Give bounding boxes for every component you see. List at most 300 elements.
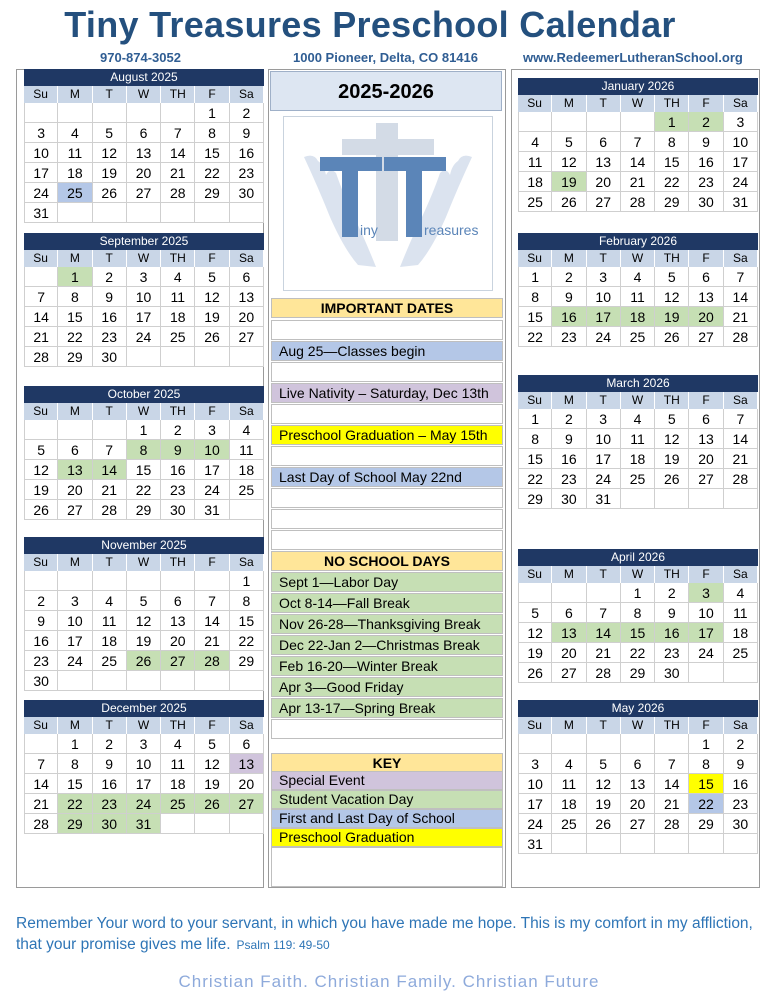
- month-title: March 2026: [518, 375, 758, 392]
- day-cell: 29: [58, 814, 92, 834]
- day-cell: 5: [655, 267, 689, 287]
- month-december-2025: [24, 700, 264, 834]
- weekday-label: Su: [518, 566, 552, 583]
- weekday-label: Su: [24, 250, 58, 267]
- day-cell: 4: [724, 583, 758, 603]
- day-cell: 30: [24, 671, 58, 691]
- svg-text:reasures: reasures: [424, 222, 479, 238]
- no-school-item: Sept 1—Labor Day: [271, 572, 503, 592]
- day-cell: 2: [552, 267, 586, 287]
- page-title: Tiny Treasures Preschool Calendar: [64, 4, 676, 45]
- day-cell: 8: [655, 132, 689, 152]
- important-date-item: Aug 25—Classes begin: [271, 341, 503, 361]
- day-cell: 7: [24, 754, 58, 774]
- day-cell: 18: [621, 449, 655, 469]
- day-cell: 22: [195, 163, 229, 183]
- day-cell: 3: [127, 734, 161, 754]
- day-cell: 15: [689, 774, 723, 794]
- weekday-label: TH: [655, 95, 689, 112]
- day-cell: 19: [127, 631, 161, 651]
- weekday-label: M: [552, 566, 586, 583]
- weekday-label: T: [587, 95, 621, 112]
- day-cell: 27: [58, 500, 92, 520]
- day-cell: 16: [689, 152, 723, 172]
- day-cell: 7: [724, 409, 758, 429]
- day-cell: 19: [195, 307, 229, 327]
- day-cell: 28: [24, 347, 58, 367]
- day-cell: 9: [724, 754, 758, 774]
- empty-day-cell: [621, 734, 655, 754]
- day-cell: 11: [518, 152, 552, 172]
- day-cell: 30: [161, 500, 195, 520]
- weekday-label: TH: [161, 250, 195, 267]
- day-cell: 12: [195, 754, 229, 774]
- day-cell: 27: [230, 327, 264, 347]
- month-october-2025: [24, 386, 264, 520]
- day-cell: 13: [230, 754, 264, 774]
- important-dates-blank-row: [271, 488, 503, 508]
- empty-day-cell: [689, 834, 723, 854]
- weekday-label: W: [621, 95, 655, 112]
- day-cell: 24: [195, 480, 229, 500]
- day-grid: [24, 734, 264, 834]
- weekday-label: TH: [655, 392, 689, 409]
- day-cell: 13: [689, 287, 723, 307]
- day-cell: 12: [552, 152, 586, 172]
- day-cell: 22: [230, 631, 264, 651]
- day-cell: 31: [127, 814, 161, 834]
- website-link[interactable]: www.RedeemerLutheranSchool.org: [523, 50, 743, 65]
- day-cell: 23: [93, 794, 127, 814]
- day-cell: 4: [161, 267, 195, 287]
- day-cell: 14: [724, 429, 758, 449]
- day-cell: 31: [587, 489, 621, 509]
- day-cell: 2: [230, 103, 264, 123]
- weekday-header-row: [24, 717, 264, 734]
- day-cell: 7: [24, 287, 58, 307]
- day-cell: 16: [552, 307, 586, 327]
- weekday-label: Su: [518, 392, 552, 409]
- empty-day-cell: [655, 834, 689, 854]
- day-cell: 26: [655, 327, 689, 347]
- empty-day-cell: [127, 571, 161, 591]
- empty-day-cell: [587, 112, 621, 132]
- weekday-label: Su: [518, 250, 552, 267]
- day-cell: 14: [195, 611, 229, 631]
- day-cell: 9: [655, 603, 689, 623]
- day-cell: 8: [518, 429, 552, 449]
- day-cell: 30: [655, 663, 689, 683]
- day-cell: 7: [93, 440, 127, 460]
- day-cell: 14: [161, 143, 195, 163]
- empty-day-cell: [93, 671, 127, 691]
- day-cell: 26: [127, 651, 161, 671]
- verse-reference: Psalm 119: 49-50: [236, 938, 330, 952]
- day-cell: 10: [587, 287, 621, 307]
- day-cell: 7: [161, 123, 195, 143]
- day-grid: [24, 571, 264, 691]
- day-cell: 1: [518, 267, 552, 287]
- day-cell: 10: [127, 754, 161, 774]
- empty-day-cell: [724, 834, 758, 854]
- weekday-label: M: [552, 95, 586, 112]
- day-cell: 5: [655, 409, 689, 429]
- day-cell: 14: [587, 623, 621, 643]
- day-cell: 26: [195, 794, 229, 814]
- day-cell: 23: [24, 651, 58, 671]
- empty-day-cell: [552, 834, 586, 854]
- day-cell: 27: [127, 183, 161, 203]
- day-cell: 6: [230, 734, 264, 754]
- day-cell: 18: [230, 460, 264, 480]
- day-cell: 29: [195, 183, 229, 203]
- weekday-label: T: [587, 250, 621, 267]
- day-cell: 3: [195, 420, 229, 440]
- day-cell: 19: [552, 172, 586, 192]
- day-cell: 7: [587, 603, 621, 623]
- weekday-label: Su: [24, 86, 58, 103]
- empty-day-cell: [161, 347, 195, 367]
- empty-day-cell: [587, 583, 621, 603]
- empty-day-cell: [518, 583, 552, 603]
- day-cell: 22: [127, 480, 161, 500]
- weekday-label: M: [552, 250, 586, 267]
- weekday-header-row: [518, 250, 758, 267]
- weekday-label: F: [195, 403, 229, 420]
- important-date-item: Last Day of School May 22nd: [271, 467, 503, 487]
- weekday-label: TH: [655, 566, 689, 583]
- day-cell: 17: [587, 449, 621, 469]
- empty-day-cell: [161, 814, 195, 834]
- weekday-label: Sa: [230, 86, 264, 103]
- day-cell: 19: [655, 449, 689, 469]
- day-cell: 3: [689, 583, 723, 603]
- day-cell: 23: [230, 163, 264, 183]
- month-may-2026: [518, 700, 758, 854]
- weekday-label: Su: [24, 554, 58, 571]
- day-cell: 23: [655, 643, 689, 663]
- day-cell: 30: [552, 489, 586, 509]
- day-cell: 22: [58, 327, 92, 347]
- day-cell: 17: [689, 623, 723, 643]
- day-grid: [24, 103, 264, 223]
- day-cell: 2: [552, 409, 586, 429]
- empty-day-cell: [127, 103, 161, 123]
- empty-day-cell: [552, 112, 586, 132]
- school-tagline: Christian Faith. Christian Family. Christian Future: [178, 972, 600, 991]
- day-cell: 24: [127, 327, 161, 347]
- weekday-header-row: [24, 403, 264, 420]
- empty-day-cell: [552, 583, 586, 603]
- no-school-item: Dec 22-Jan 2—Christmas Break: [271, 635, 503, 655]
- empty-day-cell: [552, 734, 586, 754]
- empty-day-cell: [24, 103, 58, 123]
- empty-day-cell: [518, 112, 552, 132]
- no-school-item: Oct 8-14—Fall Break: [271, 593, 503, 613]
- weekday-label: Sa: [724, 717, 758, 734]
- empty-day-cell: [195, 347, 229, 367]
- day-cell: 4: [552, 754, 586, 774]
- empty-day-cell: [230, 814, 264, 834]
- day-cell: 1: [58, 267, 92, 287]
- day-cell: 6: [58, 440, 92, 460]
- day-cell: 7: [195, 591, 229, 611]
- day-cell: 1: [230, 571, 264, 591]
- weekday-label: W: [621, 566, 655, 583]
- empty-day-cell: [161, 571, 195, 591]
- empty-day-cell: [93, 571, 127, 591]
- day-cell: 9: [161, 440, 195, 460]
- day-cell: 21: [93, 480, 127, 500]
- day-cell: 19: [195, 774, 229, 794]
- day-cell: 17: [127, 307, 161, 327]
- important-dates-blank-row: [271, 320, 503, 340]
- empty-day-cell: [621, 112, 655, 132]
- day-cell: 27: [689, 327, 723, 347]
- day-cell: 10: [24, 143, 58, 163]
- day-cell: 3: [58, 591, 92, 611]
- day-cell: 19: [24, 480, 58, 500]
- day-cell: 9: [93, 754, 127, 774]
- day-cell: 6: [621, 754, 655, 774]
- day-cell: 26: [93, 183, 127, 203]
- day-cell: 5: [552, 132, 586, 152]
- day-cell: 6: [127, 123, 161, 143]
- day-grid: [24, 267, 264, 367]
- empty-day-cell: [161, 671, 195, 691]
- day-cell: 16: [552, 449, 586, 469]
- important-date-item: Preschool Graduation – May 15th: [271, 425, 503, 445]
- key-item-student-vacation: Student Vacation Day: [271, 790, 503, 809]
- key-header: KEY: [271, 753, 503, 773]
- day-cell: 27: [552, 663, 586, 683]
- empty-day-cell: [24, 420, 58, 440]
- empty-day-cell: [93, 420, 127, 440]
- day-cell: 4: [161, 734, 195, 754]
- empty-day-cell: [58, 671, 92, 691]
- day-cell: 3: [587, 409, 621, 429]
- empty-day-cell: [24, 267, 58, 287]
- day-cell: 15: [58, 307, 92, 327]
- day-cell: 5: [24, 440, 58, 460]
- day-cell: 14: [24, 774, 58, 794]
- empty-day-cell: [127, 347, 161, 367]
- day-cell: 27: [689, 469, 723, 489]
- day-cell: 9: [552, 287, 586, 307]
- day-cell: 23: [724, 794, 758, 814]
- day-cell: 30: [93, 347, 127, 367]
- day-cell: 17: [58, 631, 92, 651]
- day-cell: 11: [621, 287, 655, 307]
- day-cell: 13: [58, 460, 92, 480]
- day-cell: 9: [552, 429, 586, 449]
- day-cell: 20: [587, 172, 621, 192]
- day-cell: 20: [552, 643, 586, 663]
- month-title: December 2025: [24, 700, 264, 717]
- day-cell: 25: [724, 643, 758, 663]
- day-cell: 14: [93, 460, 127, 480]
- day-cell: 6: [689, 267, 723, 287]
- important-dates-blank-row: [271, 362, 503, 382]
- weekday-header-row: [24, 554, 264, 571]
- day-cell: 8: [621, 603, 655, 623]
- day-grid: [518, 267, 758, 347]
- day-cell: 12: [24, 460, 58, 480]
- day-cell: 16: [724, 774, 758, 794]
- empty-day-cell: [195, 203, 229, 223]
- day-cell: 24: [689, 643, 723, 663]
- day-cell: 12: [195, 287, 229, 307]
- weekday-label: Sa: [724, 392, 758, 409]
- month-september-2025: [24, 233, 264, 367]
- day-cell: 29: [621, 663, 655, 683]
- weekday-header-row: [518, 95, 758, 112]
- weekday-label: M: [58, 554, 92, 571]
- day-cell: 21: [24, 327, 58, 347]
- day-cell: 22: [689, 794, 723, 814]
- day-cell: 4: [518, 132, 552, 152]
- day-cell: 5: [127, 591, 161, 611]
- day-cell: 6: [161, 591, 195, 611]
- day-cell: 25: [93, 651, 127, 671]
- weekday-label: T: [587, 717, 621, 734]
- day-cell: 1: [195, 103, 229, 123]
- weekday-label: W: [127, 250, 161, 267]
- weekday-label: M: [58, 403, 92, 420]
- month-march-2026: [518, 375, 758, 509]
- day-cell: 2: [689, 112, 723, 132]
- weekday-label: W: [621, 717, 655, 734]
- tiny-treasures-logo: [283, 116, 493, 291]
- day-cell: 6: [689, 409, 723, 429]
- day-cell: 28: [655, 814, 689, 834]
- key-blank-row: [271, 847, 503, 887]
- empty-day-cell: [93, 103, 127, 123]
- day-cell: 28: [93, 500, 127, 520]
- day-cell: 16: [24, 631, 58, 651]
- day-cell: 13: [127, 143, 161, 163]
- day-cell: 3: [24, 123, 58, 143]
- day-cell: 27: [587, 192, 621, 212]
- day-cell: 30: [93, 814, 127, 834]
- weekday-label: M: [58, 250, 92, 267]
- empty-day-cell: [587, 734, 621, 754]
- weekday-label: M: [552, 717, 586, 734]
- day-cell: 26: [587, 814, 621, 834]
- weekday-label: M: [552, 392, 586, 409]
- day-cell: 2: [93, 267, 127, 287]
- day-cell: 1: [655, 112, 689, 132]
- day-cell: 8: [230, 591, 264, 611]
- weekday-label: W: [127, 717, 161, 734]
- no-school-days-header: NO SCHOOL DAYS: [271, 551, 503, 571]
- day-cell: 1: [518, 409, 552, 429]
- weekday-label: Su: [24, 403, 58, 420]
- key-item-special-event: Special Event: [271, 771, 503, 790]
- day-cell: 22: [518, 469, 552, 489]
- day-cell: 8: [58, 287, 92, 307]
- day-cell: 31: [195, 500, 229, 520]
- weekday-label: T: [93, 250, 127, 267]
- day-cell: 31: [724, 192, 758, 212]
- weekday-label: Sa: [230, 717, 264, 734]
- address: 1000 Pioneer, Delta, CO 81416: [293, 50, 478, 65]
- day-cell: 17: [195, 460, 229, 480]
- day-cell: 21: [161, 163, 195, 183]
- day-cell: 16: [93, 307, 127, 327]
- day-cell: 19: [518, 643, 552, 663]
- day-cell: 9: [24, 611, 58, 631]
- day-cell: 23: [552, 469, 586, 489]
- weekday-label: Sa: [724, 95, 758, 112]
- day-cell: 4: [621, 409, 655, 429]
- month-title: April 2026: [518, 549, 758, 566]
- day-cell: 6: [230, 267, 264, 287]
- day-cell: 30: [230, 183, 264, 203]
- svg-text:iny: iny: [360, 222, 378, 238]
- important-date-item: Live Nativity – Saturday, Dec 13th: [271, 383, 503, 403]
- day-cell: 1: [58, 734, 92, 754]
- no-school-item: Apr 13-17—Spring Break: [271, 698, 503, 718]
- day-cell: 20: [230, 774, 264, 794]
- day-cell: 4: [230, 420, 264, 440]
- day-cell: 12: [587, 774, 621, 794]
- day-cell: 22: [58, 794, 92, 814]
- day-cell: 22: [655, 172, 689, 192]
- day-cell: 21: [724, 307, 758, 327]
- day-cell: 12: [93, 143, 127, 163]
- day-cell: 20: [621, 794, 655, 814]
- day-cell: 18: [724, 623, 758, 643]
- empty-day-cell: [161, 103, 195, 123]
- day-cell: 28: [724, 469, 758, 489]
- empty-day-cell: [230, 671, 264, 691]
- weekday-label: TH: [161, 717, 195, 734]
- weekday-label: Sa: [230, 403, 264, 420]
- weekday-label: TH: [655, 717, 689, 734]
- no-school-item: Nov 26-28—Thanksgiving Break: [271, 614, 503, 634]
- empty-day-cell: [195, 571, 229, 591]
- day-cell: 3: [518, 754, 552, 774]
- day-cell: 14: [621, 152, 655, 172]
- day-cell: 28: [161, 183, 195, 203]
- day-cell: 11: [621, 429, 655, 449]
- month-april-2026: [518, 549, 758, 683]
- empty-day-cell: [58, 420, 92, 440]
- empty-day-cell: [655, 734, 689, 754]
- day-cell: 5: [587, 754, 621, 774]
- day-cell: 15: [58, 774, 92, 794]
- weekday-label: TH: [161, 554, 195, 571]
- day-cell: 31: [24, 203, 58, 223]
- weekday-label: T: [587, 566, 621, 583]
- day-cell: 1: [127, 420, 161, 440]
- day-cell: 15: [518, 307, 552, 327]
- day-cell: 14: [655, 774, 689, 794]
- weekday-header-row: [518, 566, 758, 583]
- day-cell: 4: [621, 267, 655, 287]
- important-dates-blank-row: [271, 530, 503, 550]
- day-cell: 24: [587, 327, 621, 347]
- day-cell: 2: [724, 734, 758, 754]
- key-item-graduation: Preschool Graduation: [271, 828, 503, 847]
- day-cell: 11: [552, 774, 586, 794]
- empty-day-cell: [127, 671, 161, 691]
- day-cell: 13: [689, 429, 723, 449]
- day-cell: 6: [587, 132, 621, 152]
- day-cell: 20: [689, 449, 723, 469]
- day-cell: 10: [195, 440, 229, 460]
